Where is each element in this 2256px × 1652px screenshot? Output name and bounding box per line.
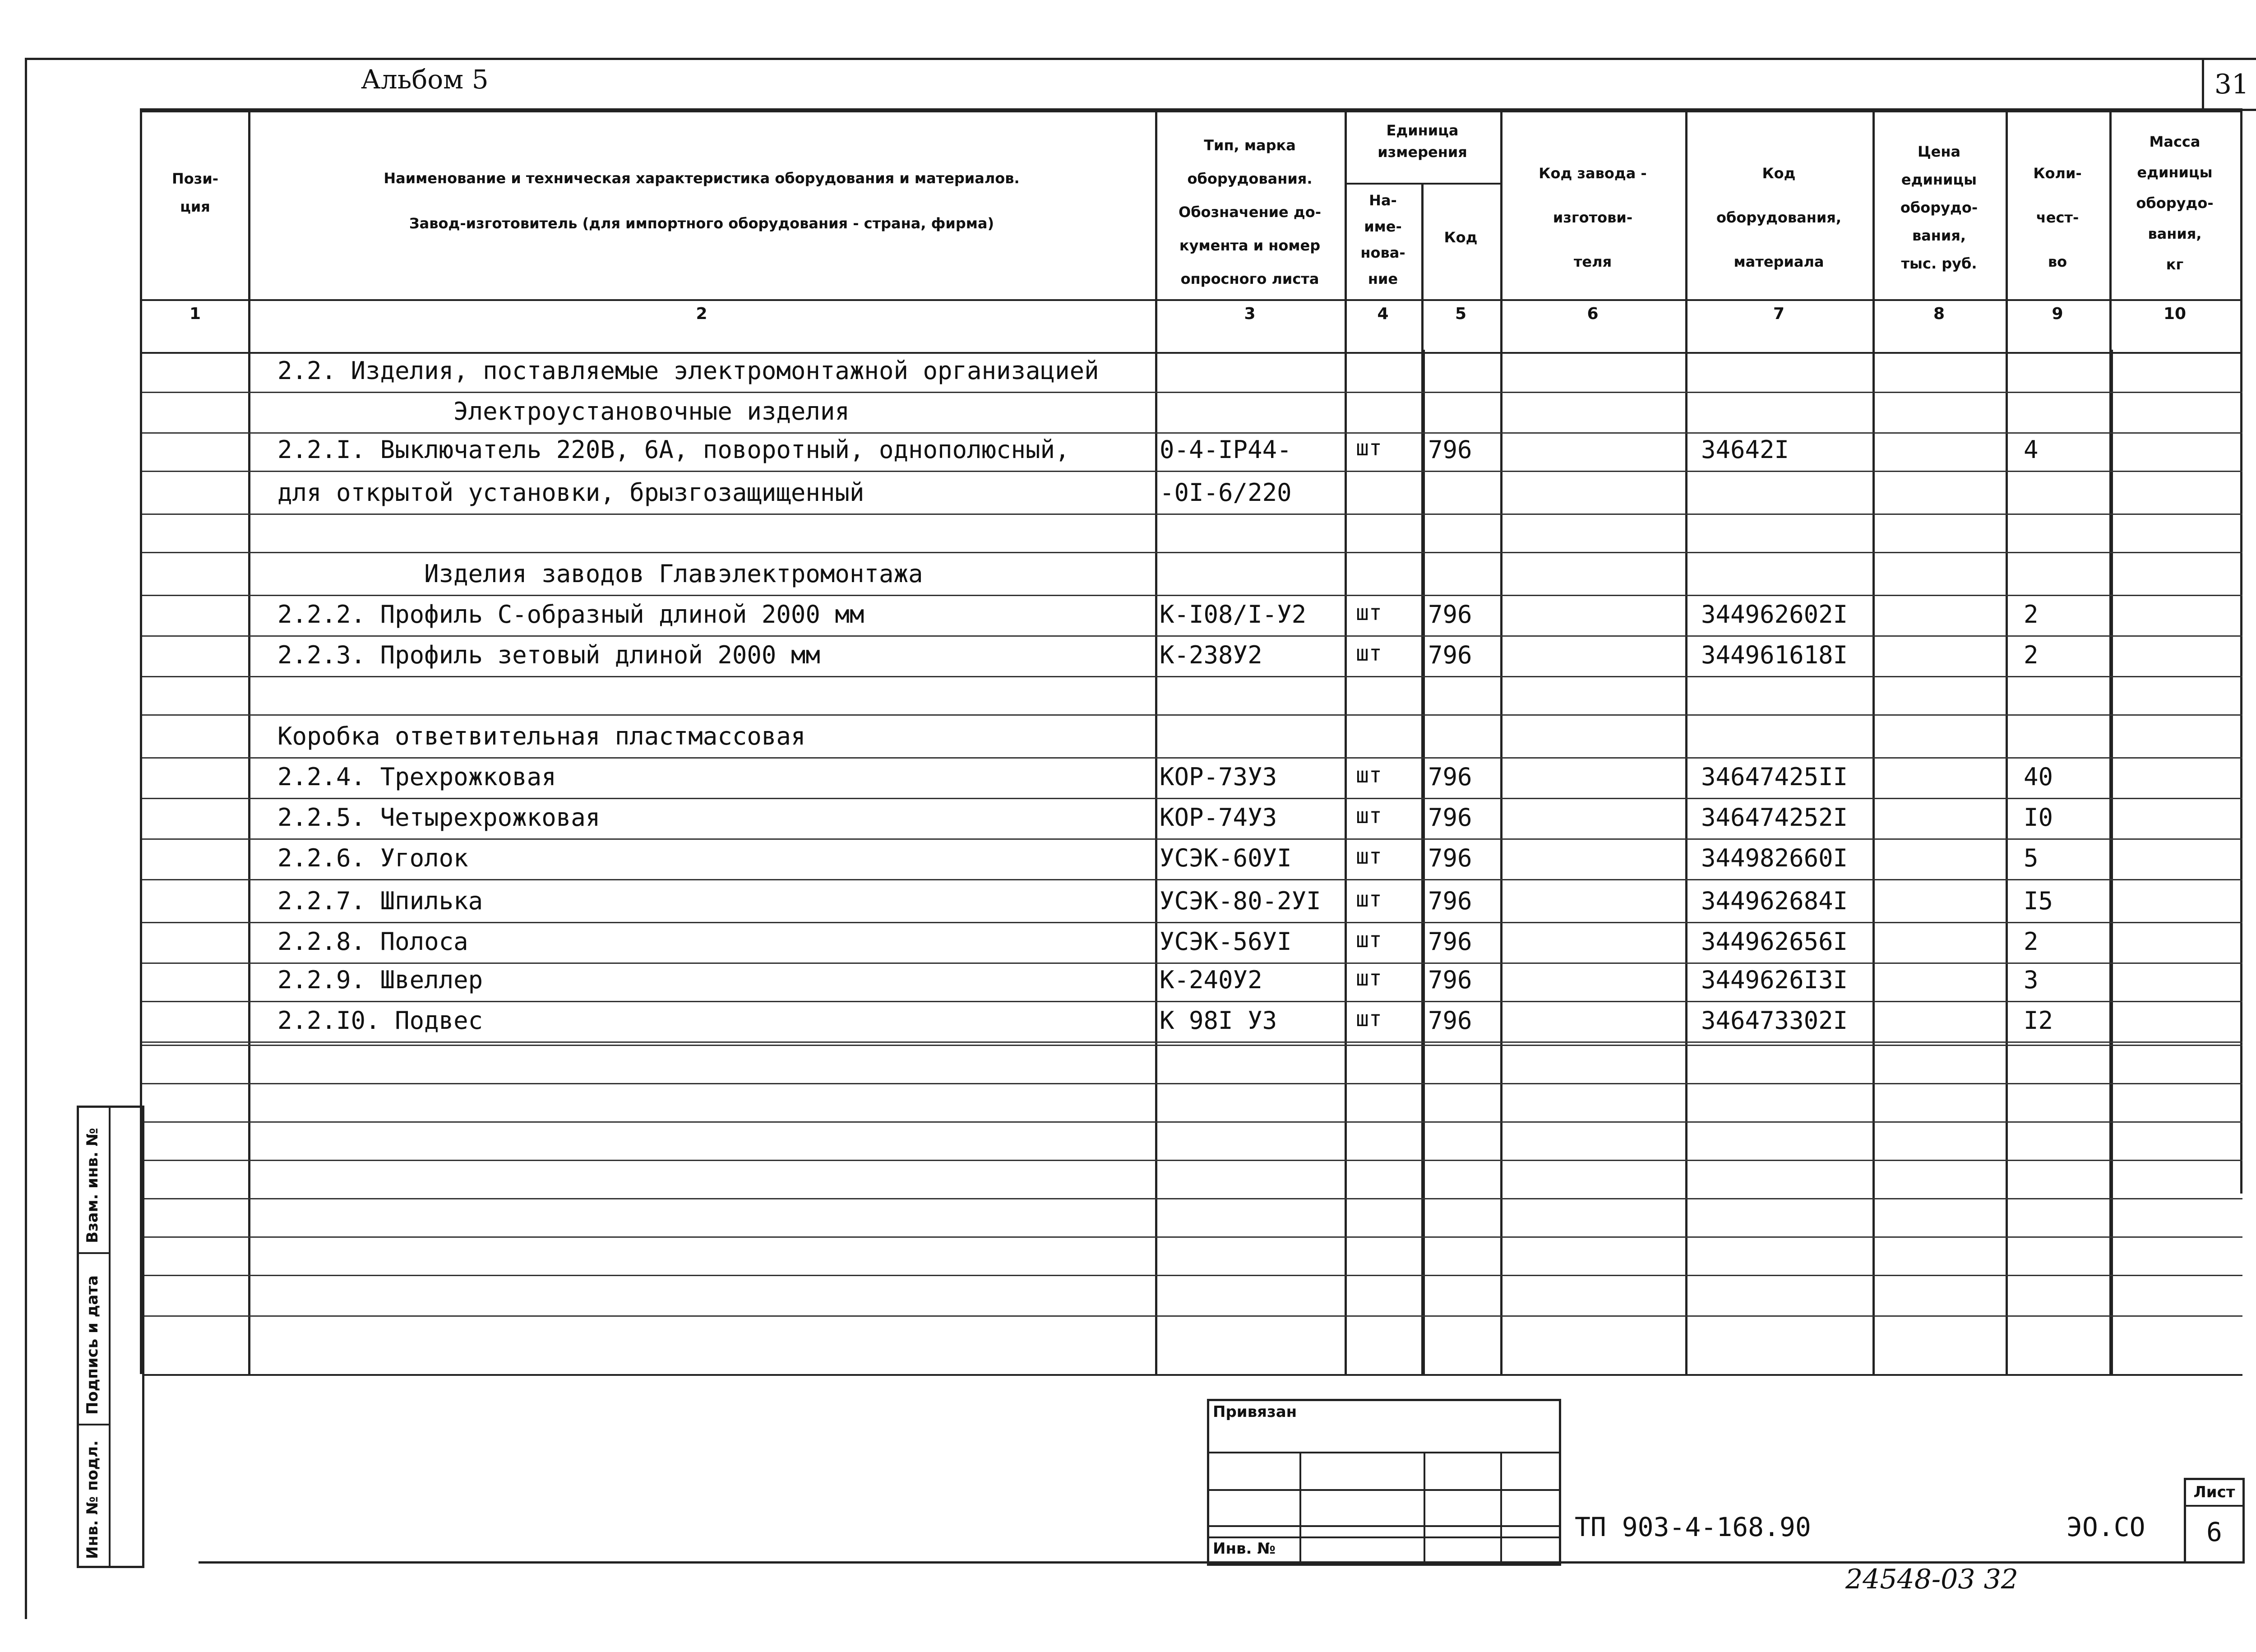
row-qty: 4 xyxy=(2024,435,2039,464)
col-header-9: Коли- чест- во xyxy=(2033,165,2082,270)
col-num-6: 6 xyxy=(1587,305,1599,323)
col-header-4: На- име- нова- ние xyxy=(1360,192,1405,287)
row-type: КОР-73У3 xyxy=(1160,763,1277,791)
row-name: 2.2.9. Швеллер xyxy=(277,966,483,994)
col-num-4: 4 xyxy=(1377,305,1389,323)
row-unit: шт xyxy=(1356,641,1382,666)
row-type: К-I08/I-У2 xyxy=(1160,600,1307,629)
row-name: Коробка ответвительная пластмассовая xyxy=(277,722,806,750)
row-name: 2.2.6. Уголок xyxy=(277,844,468,872)
row-code: 796 xyxy=(1428,927,1472,956)
row-equip: 344982660I xyxy=(1701,844,1848,872)
row-equip: 34642I xyxy=(1701,435,1789,464)
row-type: УСЭК-80-2УI xyxy=(1160,887,1321,915)
top-sheet-number: 31 xyxy=(2202,58,2256,111)
col-num-5: 5 xyxy=(1455,305,1467,323)
row-name: 2.2.5. Четырехрожковая xyxy=(277,803,601,832)
row-code: 796 xyxy=(1428,435,1472,464)
handwritten-number: 24548-03 32 xyxy=(1845,1564,2018,1595)
row-code: 796 xyxy=(1428,641,1472,669)
col-num-1: 1 xyxy=(189,305,201,323)
row-unit: шт xyxy=(1356,1006,1382,1032)
row-equip: 344962684I xyxy=(1701,887,1848,915)
row-equip: 346474252I xyxy=(1701,803,1848,832)
document-suffix: ЭО.СО xyxy=(2066,1512,2145,1542)
inv-label: Инв. № xyxy=(1213,1540,1276,1558)
col-header-2: Наименование и техническая характеристика оборудования и материалов. Завод-изготовитель (для импортного оборудования - страна, фирма) xyxy=(384,170,1020,232)
row-qty: 3 xyxy=(2024,966,2039,994)
col-num-9: 9 xyxy=(2052,305,2063,323)
col-num-8: 8 xyxy=(1933,305,1945,323)
document-number: ТП 903-4-168.90 xyxy=(1575,1512,1811,1542)
row-equip: 344962602I xyxy=(1701,600,1848,629)
col-header-8: Цена единицы оборудо- вания, тыс. руб. xyxy=(1900,143,1978,272)
frame-top-line xyxy=(25,58,2254,60)
row-name: 2.2.2. Профиль С-образный длиной 2000 мм xyxy=(277,600,864,629)
row-unit: шт xyxy=(1356,927,1382,953)
row-equip: 344962656I xyxy=(1701,927,1848,956)
col-header-5: Код xyxy=(1444,229,1478,246)
row-unit: шт xyxy=(1356,435,1382,461)
col-header-3: Тип, марка оборудования. Обозначение до- кумента и номер опросного листа xyxy=(1179,137,1321,287)
row-qty: 2 xyxy=(2024,641,2039,669)
sheet-box xyxy=(2184,1478,2245,1564)
row-code: 796 xyxy=(1428,887,1472,915)
side-stamp-orig-inv: Инв. № подл. xyxy=(83,1440,102,1559)
album-label: Альбом 5 xyxy=(361,64,489,95)
row-type: КОР-74У3 xyxy=(1160,803,1277,832)
row-qty: I2 xyxy=(2024,1006,2053,1035)
side-stamp-replace-inv: Взам. инв. № xyxy=(83,1128,102,1243)
row-equip: 346473302I xyxy=(1701,1006,1848,1035)
row-qty: 2 xyxy=(2024,600,2039,629)
row-unit: шт xyxy=(1356,803,1382,828)
row-code: 796 xyxy=(1428,763,1472,791)
row-type: УСЭК-60УI xyxy=(1160,844,1292,872)
row-qty: 2 xyxy=(2024,927,2039,956)
specification-table xyxy=(140,108,2242,1374)
row-name: Электроустановочные изделия xyxy=(277,397,850,426)
row-code: 796 xyxy=(1428,844,1472,872)
row-equip: 3449626I3I xyxy=(1701,966,1848,994)
row-name: 2.2.I. Выключатель 220В, 6А, поворотный, однополюсный, xyxy=(277,435,1070,464)
row-qty: I5 xyxy=(2024,887,2053,915)
sheet-value: 6 xyxy=(2206,1517,2222,1547)
row-code: 796 xyxy=(1428,966,1472,994)
row-type: К-238У2 xyxy=(1160,641,1262,669)
row-equip: 344961618I xyxy=(1701,641,1848,669)
row-type: К-240У2 xyxy=(1160,966,1262,994)
row-code: 796 xyxy=(1428,1006,1472,1035)
side-stamp-signature-date: Подпись и дата xyxy=(83,1275,102,1415)
row-name: 2.2.I0. Подвес xyxy=(277,1006,483,1035)
side-stamp xyxy=(77,1106,144,1568)
row-qty: 5 xyxy=(2024,844,2039,872)
frame-left-line xyxy=(25,58,27,1619)
row-qty: I0 xyxy=(2024,803,2053,832)
col-header-6: Код завода - изготови- теля xyxy=(1539,165,1647,270)
row-type: К 98I У3 xyxy=(1160,1006,1277,1035)
row-type: УСЭК-56УI xyxy=(1160,927,1292,956)
row-type: 0-4-IP44- xyxy=(1160,435,1292,464)
row-name: 2.2. Изделия, поставляемые электромонтажной организацией xyxy=(277,356,1099,385)
row-equip: 34647425II xyxy=(1701,763,1848,791)
row-unit: шт xyxy=(1356,600,1382,625)
binding-stamp xyxy=(1207,1399,1561,1566)
row-type: -0I-6/220 xyxy=(1160,478,1292,507)
col-num-10: 10 xyxy=(2163,305,2187,323)
row-unit: шт xyxy=(1356,763,1382,788)
unit-group-header: Единица измерения xyxy=(1378,122,1467,161)
row-unit: шт xyxy=(1356,966,1382,991)
col-header-10: Масса единицы оборудо- вания, кг xyxy=(2136,133,2214,273)
col-num-3: 3 xyxy=(1244,305,1256,323)
sheet-label: Лист xyxy=(2186,1480,2242,1507)
row-name: 2.2.8. Полоса xyxy=(277,927,468,956)
row-unit: шт xyxy=(1356,887,1382,912)
row-name: 2.2.7. Шпилька xyxy=(277,887,483,915)
row-name: Изделия заводов Главэлектромонтажа xyxy=(277,560,923,588)
row-qty: 40 xyxy=(2024,763,2053,791)
bound-label: Привязан xyxy=(1213,1403,1297,1421)
row-unit: шт xyxy=(1356,844,1382,869)
row-name: 2.2.3. Профиль зетовый длиной 2000 мм xyxy=(277,641,820,669)
row-name: для открытой установки, брызгозащищенный xyxy=(277,478,864,507)
row-name: 2.2.4. Трехрожковая xyxy=(277,763,556,791)
row-code: 796 xyxy=(1428,803,1472,832)
col-header-1: Пози- ция xyxy=(171,170,219,215)
col-header-7: Код оборудования, материала xyxy=(1716,165,1841,270)
col-num-2: 2 xyxy=(696,305,707,323)
col-num-7: 7 xyxy=(1773,305,1785,323)
row-code: 796 xyxy=(1428,600,1472,629)
